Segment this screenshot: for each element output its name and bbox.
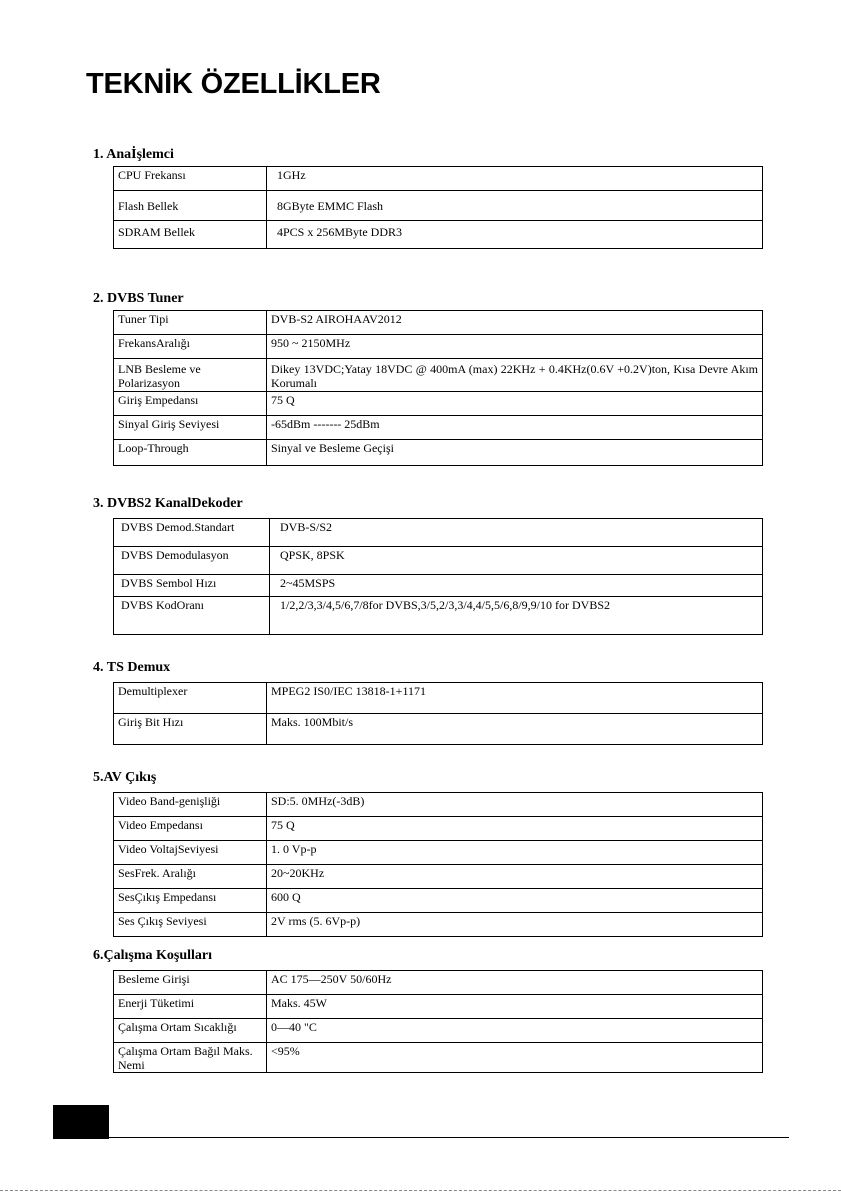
spec-value: AC 175—250V 50/60Hz — [267, 971, 763, 995]
table-row — [114, 416, 763, 440]
spec-label: Demultiplexer — [114, 683, 267, 714]
table-row — [114, 1019, 763, 1043]
page-edge-dashed-line — [0, 1190, 841, 1191]
spec-label: Enerji Tüketimi — [114, 995, 267, 1019]
table-row — [114, 995, 763, 1019]
spec-value: 75 Q — [267, 392, 763, 416]
spec-label: Video Empedansı — [114, 817, 267, 841]
spec-value: 75 Q — [267, 817, 763, 841]
spec-label: DVBS Demodulasyon — [114, 547, 270, 575]
section-title: 5.AV Çıkış — [93, 770, 157, 785]
spec-label: Giriş Bit Hızı — [114, 714, 267, 745]
spec-table-tuner — [113, 310, 763, 466]
spec-label: LNB Besleme ve Polarizasyon — [114, 359, 267, 392]
spec-value: 2V rms (5. 6Vp-p) — [267, 913, 763, 937]
spec-value: 1/2,2/3,3/4,5/6,7/8for DVBS,3/5,2/3,3/4,4/5,5/6,8/9,9/10 for DVBS2 — [270, 597, 763, 635]
spec-table-av — [113, 792, 763, 937]
spec-value: Sinyal ve Besleme Geçişi — [267, 440, 763, 466]
table-row — [114, 597, 763, 635]
table-row — [114, 335, 763, 359]
spec-value: Maks. 45W — [267, 995, 763, 1019]
spec-label: Video Band-genişliği — [114, 793, 267, 817]
spec-value: Maks. 100Mbit/s — [267, 714, 763, 745]
spec-value: -65dBm ------- 25dBm — [267, 416, 763, 440]
spec-value: 8GByte EMMC Flash — [267, 191, 763, 221]
spec-label: Loop-Through — [114, 440, 267, 466]
spec-label: SesFrek. Aralığı — [114, 865, 267, 889]
section-title: 3. DVBS2 KanalDekoder — [93, 496, 243, 511]
spec-label: DVBS KodOranı — [114, 597, 270, 635]
spec-value: 950 ~ 2150MHz — [267, 335, 763, 359]
spec-value: <95% — [267, 1043, 763, 1073]
spec-value: 4PCS x 256MByte DDR3 — [267, 221, 763, 249]
table-row — [114, 359, 763, 392]
table-row — [114, 221, 763, 249]
spec-label: Video VoltajSeviyesi — [114, 841, 267, 865]
spec-label: Ses Çıkış Seviyesi — [114, 913, 267, 937]
spec-label: DVBS Sembol Hızı — [114, 575, 270, 597]
spec-label: DVBS Demod.Standart — [114, 519, 270, 547]
table-row — [114, 311, 763, 335]
table-row — [114, 440, 763, 466]
footer-page-tab — [53, 1105, 109, 1139]
spec-label: CPU Frekansı — [114, 167, 267, 191]
table-row — [114, 683, 763, 714]
table-row — [114, 971, 763, 995]
section-title: 2. DVBS Tuner — [93, 291, 184, 306]
spec-label: FrekansAralığı — [114, 335, 267, 359]
table-row — [114, 865, 763, 889]
table-row — [114, 167, 763, 191]
spec-value: 1. 0 Vp-p — [267, 841, 763, 865]
spec-value: 0—40 "C — [267, 1019, 763, 1043]
spec-value: DVB-S2 AIROHAAV2012 — [267, 311, 763, 335]
spec-value: QPSK, 8PSK — [270, 547, 763, 575]
spec-value: 2~45MSPS — [270, 575, 763, 597]
spec-value: 1GHz — [267, 167, 763, 191]
spec-value: Dikey 13VDC;Yatay 18VDC @ 400mA (max) 22KHz + 0.4KHz(0.6V +0.2V)ton, Kısa Devre Akım Korumalı — [267, 359, 763, 392]
footer-rule — [109, 1137, 789, 1138]
spec-table-demux — [113, 682, 763, 745]
section-title: 6.Çalışma Koşulları — [93, 948, 213, 963]
spec-label: Besleme Girişi — [114, 971, 267, 995]
table-row — [114, 817, 763, 841]
spec-label: Flash Bellek — [114, 191, 267, 221]
table-row — [114, 889, 763, 913]
table-row — [114, 547, 763, 575]
section-title: 4. TS Demux — [93, 660, 171, 675]
table-row — [114, 575, 763, 597]
spec-value: DVB-S/S2 — [270, 519, 763, 547]
spec-table-operating — [113, 970, 763, 1073]
spec-label: SDRAM Bellek — [114, 221, 267, 249]
table-row — [114, 793, 763, 817]
table-row — [114, 519, 763, 547]
spec-label: Sinyal Giriş Seviyesi — [114, 416, 267, 440]
spec-table-processor — [113, 166, 763, 249]
spec-table-decoder — [113, 518, 763, 635]
table-row — [114, 913, 763, 937]
spec-label: Çalışma Ortam Bağıl Maks. Nemi — [114, 1043, 267, 1073]
table-row — [114, 841, 763, 865]
spec-value: 600 Q — [267, 889, 763, 913]
spec-label: Giriş Empedansı — [114, 392, 267, 416]
table-row — [114, 714, 763, 745]
table-row — [114, 392, 763, 416]
spec-label: Tuner Tipi — [114, 311, 267, 335]
table-row — [114, 1043, 763, 1073]
table-row — [114, 191, 763, 221]
spec-value: 20~20KHz — [267, 865, 763, 889]
spec-value: MPEG2 IS0/IEC 13818-1+1171 — [267, 683, 763, 714]
spec-label: Çalışma Ortam Sıcaklığı — [114, 1019, 267, 1043]
section-title: 1. Anaİşlemci — [93, 147, 174, 162]
spec-label: SesÇıkış Empedansı — [114, 889, 267, 913]
spec-value: SD:5. 0MHz(-3dB) — [267, 793, 763, 817]
page-title: TEKNİK ÖZELLİKLER — [86, 68, 381, 100]
